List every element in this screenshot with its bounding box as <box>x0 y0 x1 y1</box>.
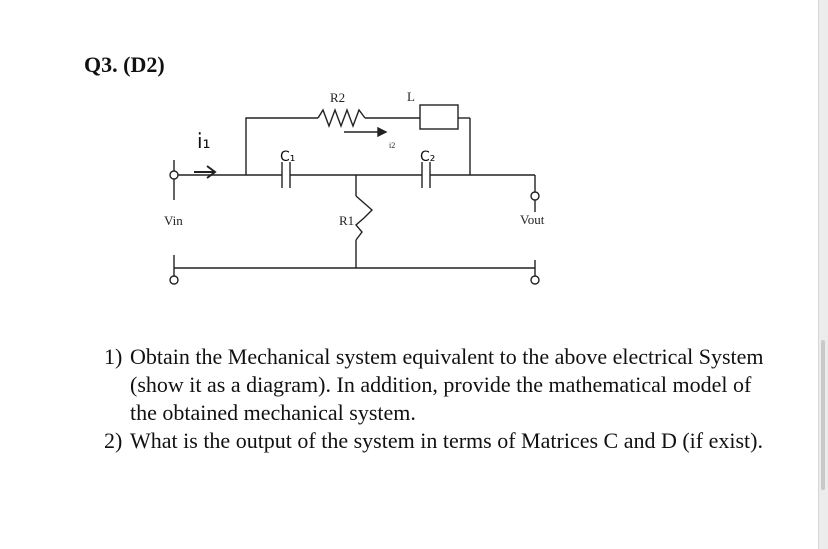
handwritten-i1: i̇₁ <box>197 129 211 153</box>
question-title: Q3. (D2) <box>84 52 165 77</box>
label-r1: R1 <box>339 213 355 228</box>
handwritten-c1: C₁ <box>280 149 296 165</box>
question-text: Obtain the Mechanical system equivalent to the above electrical System (show it as a diagram). In addition, provide the mathematical model of the obtained mechanical system. <box>130 344 764 425</box>
question-number: 2) <box>104 428 123 453</box>
label-r2: R2 <box>330 90 346 105</box>
question-item-2 <box>104 427 764 455</box>
label-vout: Vout <box>520 212 545 227</box>
inductor-l <box>420 105 458 129</box>
question-item-1 <box>104 343 764 427</box>
question-list <box>104 343 764 455</box>
label-l: L <box>407 89 415 104</box>
question-text: What is the output of the system in terms of Matrices C and D (if exist). <box>130 428 763 453</box>
r1-resistor <box>356 196 372 240</box>
vin-top-terminal <box>170 171 178 179</box>
question-number: 1) <box>104 344 123 369</box>
handwritten-c2: C₂ <box>420 149 436 165</box>
label-vin: Vin <box>164 213 183 228</box>
i2-arrow-head <box>378 128 386 136</box>
label-i2: i2 <box>389 141 396 150</box>
vin-bottom-terminal <box>170 276 178 284</box>
vout-bottom-terminal <box>531 276 539 284</box>
r2-resistor <box>318 110 365 126</box>
vout-top-terminal <box>531 192 539 200</box>
